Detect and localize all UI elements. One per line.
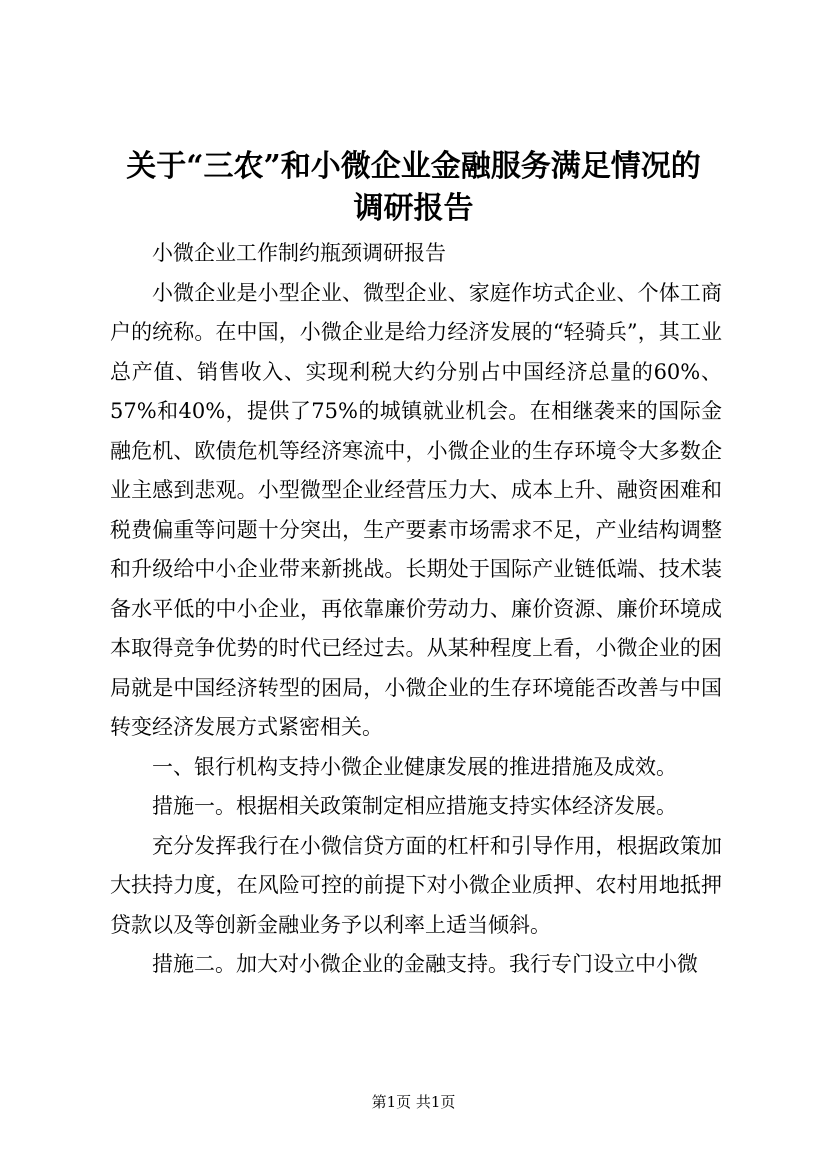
paragraph-intro: 小微企业是小型企业、微型企业、家庭作坊式企业、个体工商户的统称。在中国，小微企业是给力经济发展的“轻骑兵”，其工业总产值、销售收入、实现利税大约分别占中国经济总量的60%、57%和40%，提供了75%的城镇就业机会。在相继袭来的国际金融危机、欧债危机等经济寒流中，小微企业的生存环境令大多数企业主感到悲观。小型微型企业经营压力大、成本上升、融资困难和税费偏重等问题十分突出，生产要素市场需求不足，产业结构调整和升级给中小企业带来新挑战。长期处于国际产业链低端、技术装备水平低的中小企业，再依靠廉价劳动力、廉价资源、廉价环境成本取得竞争优势的时代已经过去。从某种程度上看，小微企业的困局就是中国经济转型的困局，小微企业的生存环境能否改善与中国转变经济发展方式紧密相关。 xyxy=(110,280,722,739)
paragraph-measure-1: 措施一。根据相关政策制定相应措施支持实体经济发展。 xyxy=(152,794,677,818)
title-line-1: 关于“三农”和小微企业金融服务满足情况的 xyxy=(126,149,701,184)
title-line-2: 调研报告 xyxy=(353,191,474,226)
document-body xyxy=(110,234,722,985)
page-footer xyxy=(0,1092,827,1112)
page-number: 第1页 共1页 xyxy=(371,1093,456,1111)
paragraph-section-heading: 一、银行机构支持小微企业健康发展的推进措施及成效。 xyxy=(152,754,677,779)
document-title xyxy=(100,146,727,230)
paragraph-measure-1-detail: 充分发挥我行在小微信贷方面的杠杆和引导作用，根据政策加大扶持力度，在风险可控的前提下对小微企业质押、农村用地抵押贷款以及等创新金融业务予以利率上适当倾斜。 xyxy=(110,833,722,937)
paragraph-measure-2: 措施二。加大对小微企业的金融支持。我行专门设立中小微 xyxy=(152,952,698,976)
paragraph-subtitle: 小微企业工作制约瓶颈调研报告 xyxy=(152,241,446,265)
